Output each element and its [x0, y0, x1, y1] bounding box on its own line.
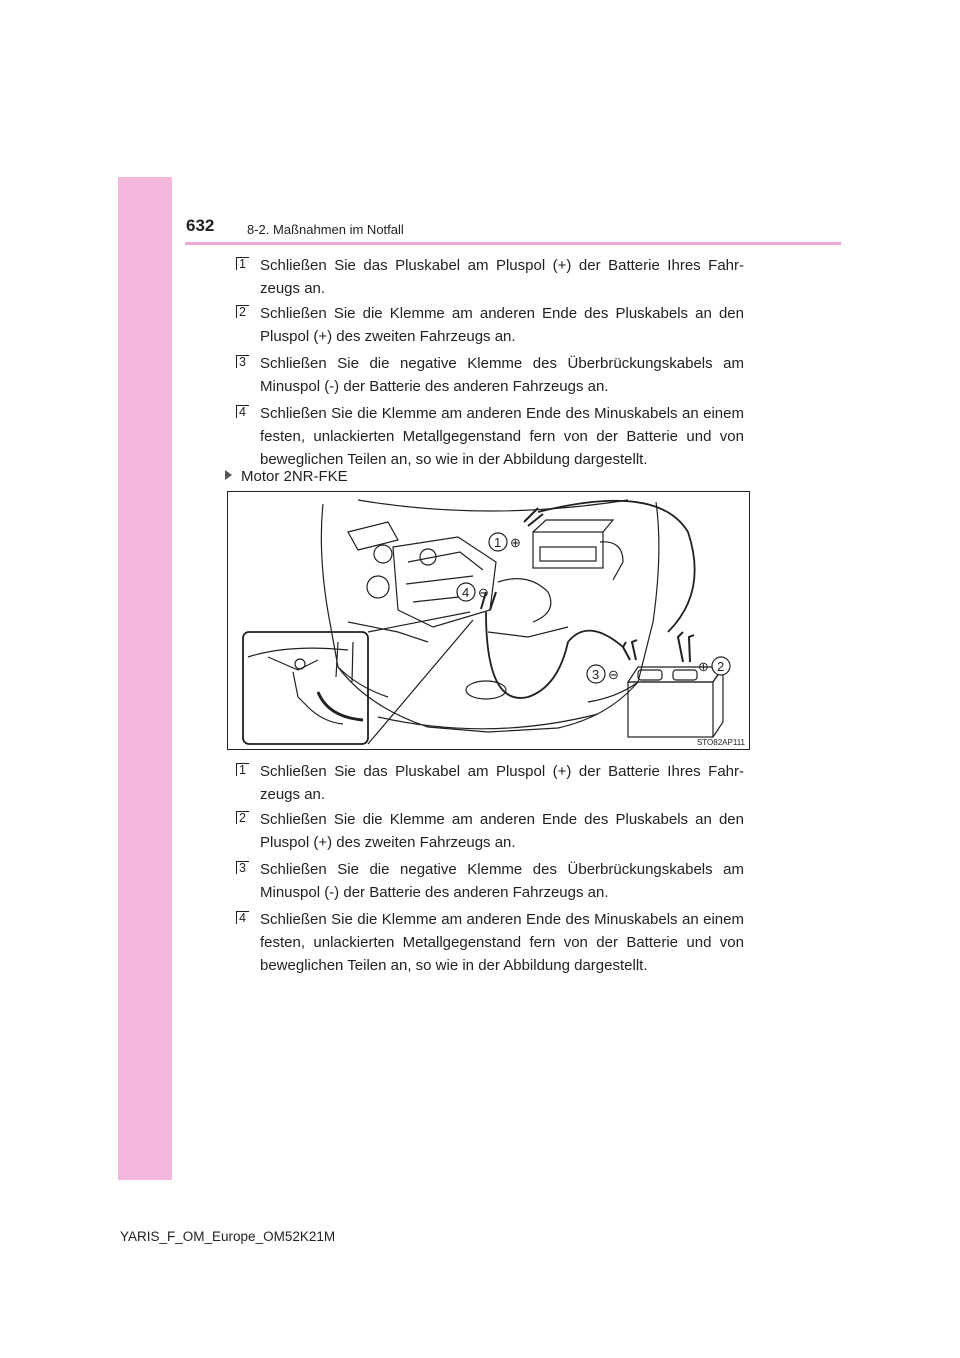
engine-variant-label: Motor 2NR-FKE — [225, 468, 348, 485]
svg-text:⊖: ⊖ — [608, 667, 619, 682]
step-item — [236, 858, 744, 908]
triangle-bullet-icon — [225, 470, 232, 480]
steps-bottom — [236, 760, 744, 977]
step-text: Schließen Sie das Pluskabel am Pluspol (+) der Batterie Ihres Fahr- zeugs an. — [260, 257, 744, 297]
step-item — [236, 352, 744, 402]
step-text: Schließen Sie die Klemme am anderen Ende des Minuskabels an einem festen, unlackierten Metallgegenstand fern von der Batterie und von beweglichen Teilen an, so wie in der Abbildung dargestellt. — [260, 405, 744, 468]
step-text: Schließen Sie die Klemme am anderen Ende des Pluskabels an den Pluspol (+) des zweiten Fahrzeugs an. — [260, 811, 744, 851]
svg-text:⊖: ⊖ — [478, 585, 489, 600]
header-rule — [185, 242, 841, 245]
callout-2: 2 — [717, 659, 725, 674]
step-text: Schließen Sie die negative Klemme des Überbrückungskabels am Minuspol (-) der Batterie des anderen Fahrzeugs an. — [260, 355, 744, 395]
page-number: 632 — [186, 216, 215, 235]
step-text: Schließen Sie die Klemme am anderen Ende des Minuskabels an einem festen, unlackierten Metallgegenstand fern von der Batterie und von beweglichen Teilen an, so wie in der Abbildung dargestellt. — [260, 911, 744, 974]
step-item — [236, 254, 744, 302]
step-number-badge: 3 — [236, 355, 249, 371]
callout-3: 3 — [592, 667, 600, 682]
steps-top — [236, 254, 744, 471]
chapter-sidebar-tab — [118, 177, 172, 1180]
step-number-badge: 2 — [236, 305, 249, 321]
step-number-badge: 1 — [236, 763, 249, 779]
step-text: Schließen Sie die Klemme am anderen Ende des Pluskabels an den Pluspol (+) des zweiten Fahrzeugs an. — [260, 305, 744, 345]
step-item — [236, 302, 744, 352]
engine-bay-drawing — [228, 492, 750, 750]
callout-1: 1 — [494, 535, 502, 550]
svg-text:⊕: ⊕ — [510, 535, 521, 550]
step-number-badge: 1 — [236, 257, 249, 273]
section-title: 8-2. Maßnahmen im Notfall — [247, 222, 404, 237]
step-number-badge: 3 — [236, 861, 249, 877]
step-item — [236, 908, 744, 977]
svg-text:⊕: ⊕ — [698, 659, 709, 674]
step-number-badge: 4 — [236, 911, 249, 927]
step-number-badge: 2 — [236, 811, 249, 827]
step-item — [236, 760, 744, 808]
jump-start-illustration — [227, 491, 750, 750]
callout-4: 4 — [462, 585, 470, 600]
figure-code: STO82AP111 — [696, 738, 745, 747]
step-text: Schließen Sie das Pluskabel am Pluspol (+) der Batterie Ihres Fahr- zeugs an. — [260, 763, 744, 803]
document-footer: YARIS_F_OM_Europe_OM52K21M — [120, 1229, 336, 1244]
step-number-badge: 4 — [236, 405, 249, 421]
step-item — [236, 402, 744, 471]
step-item — [236, 808, 744, 858]
step-text: Schließen Sie die negative Klemme des Überbrückungskabels am Minuspol (-) der Batterie des anderen Fahrzeugs an. — [260, 861, 744, 901]
